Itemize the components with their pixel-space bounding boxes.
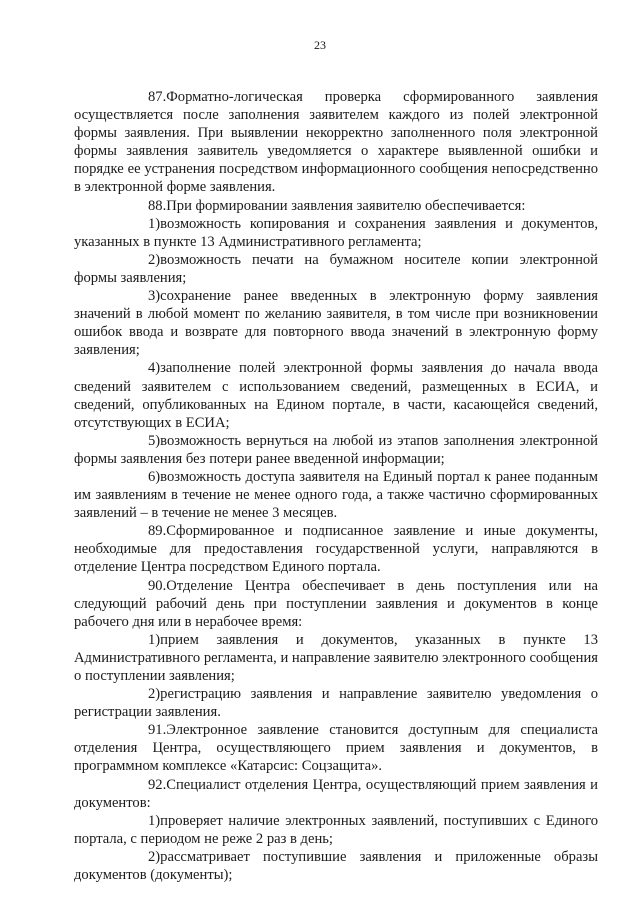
paragraph-number: 5) xyxy=(148,432,161,449)
paragraph-number: 87. xyxy=(148,89,167,105)
paragraph-text: возможность доступа заявителя на Единый портал к ранее поданным им заявлениям в течение не менее одного года, а также частично сформированных заявлений – в течение не менее 3 месяцев. xyxy=(74,468,598,522)
page-number: 23 xyxy=(314,38,326,52)
paragraph xyxy=(74,88,598,197)
paragraph-text: возможность копирования и сохранения заявления и документов, указанных в пункте 13 Административного регламента; xyxy=(74,215,598,250)
paragraph-number: 6) xyxy=(148,468,161,485)
paragraph xyxy=(74,359,598,431)
paragraph-text: заполнение полей электронной формы заявления до начала ввода сведений заявителем с использованием сведений, размещенных в ЕСИА, и сведений, опубликованных на Едином портале, в части, касающейся сведений, отсутствующих в ЕСИА; xyxy=(74,360,598,431)
paragraph xyxy=(74,215,598,251)
paragraph xyxy=(74,577,598,631)
paragraph-text: сохранение ранее введенных в электронную форму заявления значений в любой момент по желанию заявителя, в том числе при возникновении ошибок ввода и возврате для повторного ввода значений в электронную форму заявления; xyxy=(74,288,598,359)
paragraph xyxy=(74,432,598,468)
paragraph xyxy=(74,251,598,287)
paragraph-text: прием заявления и документов, указанных в пункте 13 Административного регламента, и направление заявителю электронного сообщения о поступлении заявления; xyxy=(74,631,598,684)
paragraph-text: При формировании заявления заявителю обеспечивается: xyxy=(166,197,526,214)
paragraph xyxy=(74,776,598,812)
paragraph xyxy=(74,468,598,522)
paragraph-number: 2) xyxy=(148,251,161,268)
paragraph xyxy=(74,848,598,884)
paragraph-number: 90. xyxy=(148,577,167,594)
paragraph-number: 88. xyxy=(148,197,167,214)
paragraph-text: Отделение Центра обеспечивает в день поступления или на следующий рабочий день при поступлении заявления и документов в конце рабочего дня или в нерабочее время: xyxy=(74,577,598,630)
document-body xyxy=(74,88,598,884)
paragraph xyxy=(74,522,598,576)
paragraph-number: 1) xyxy=(148,215,161,232)
paragraph-text: рассматривает поступившие заявления и приложенные образы документов (документы); xyxy=(74,848,598,884)
paragraph-number: 3) xyxy=(148,288,161,305)
paragraph-text: регистрацию заявления и направление заявителю уведомления о регистрации заявления. xyxy=(74,686,598,721)
paragraph xyxy=(74,812,598,848)
paragraph-text: Электронное заявление становится доступным для специалиста отделения Центра, осуществляющего прием заявления и документов, в программном комплексе «Катарсис: Соцзащита». xyxy=(74,722,598,775)
paragraph xyxy=(74,197,598,215)
paragraph-number: 1) xyxy=(148,812,161,829)
paragraph-number: 92. xyxy=(148,776,167,793)
paragraph-number: 2) xyxy=(148,848,161,865)
paragraph-text: Специалист отделения Центра, осуществляющий прием заявления и документов: xyxy=(74,776,598,811)
paragraph-number: 1) xyxy=(148,631,161,648)
paragraph xyxy=(74,287,598,359)
paragraph-text: проверяет наличие электронных заявлений, поступивших с Единого портала, с периодом не реже 2 раз в день; xyxy=(74,812,598,847)
paragraph-number: 2) xyxy=(148,686,161,703)
paragraph-number: 91. xyxy=(148,722,167,739)
paragraph xyxy=(74,721,598,775)
paragraph-text: Сформированное и подписанное заявление и иные документы, необходимые для предоставления государственной услуги, направляются в отделение Центра посредством Единого портала. xyxy=(74,523,598,576)
paragraph-text: Форматно-логическая проверка сформированного заявления осуществляется после заполнения заявителем каждого из полей электронной формы заявления. При выявлении некорректно заполненного поля электронной формы заявления заявитель уведомляется о характере выявленной ошибки и порядке ее устранения посредством информационного сообщения непосредственно в электронной форме заявления. xyxy=(74,89,598,196)
paragraph-number: 89. xyxy=(148,523,167,540)
paragraph xyxy=(74,631,598,685)
paragraph-number: 4) xyxy=(148,360,161,377)
paragraph-text: возможность вернуться на любой из этапов заполнения электронной формы заявления без потери ранее введенной информации; xyxy=(74,432,598,467)
paragraph xyxy=(74,685,598,721)
paragraph-text: возможность печати на бумажном носителе копии электронной формы заявления; xyxy=(74,251,598,286)
